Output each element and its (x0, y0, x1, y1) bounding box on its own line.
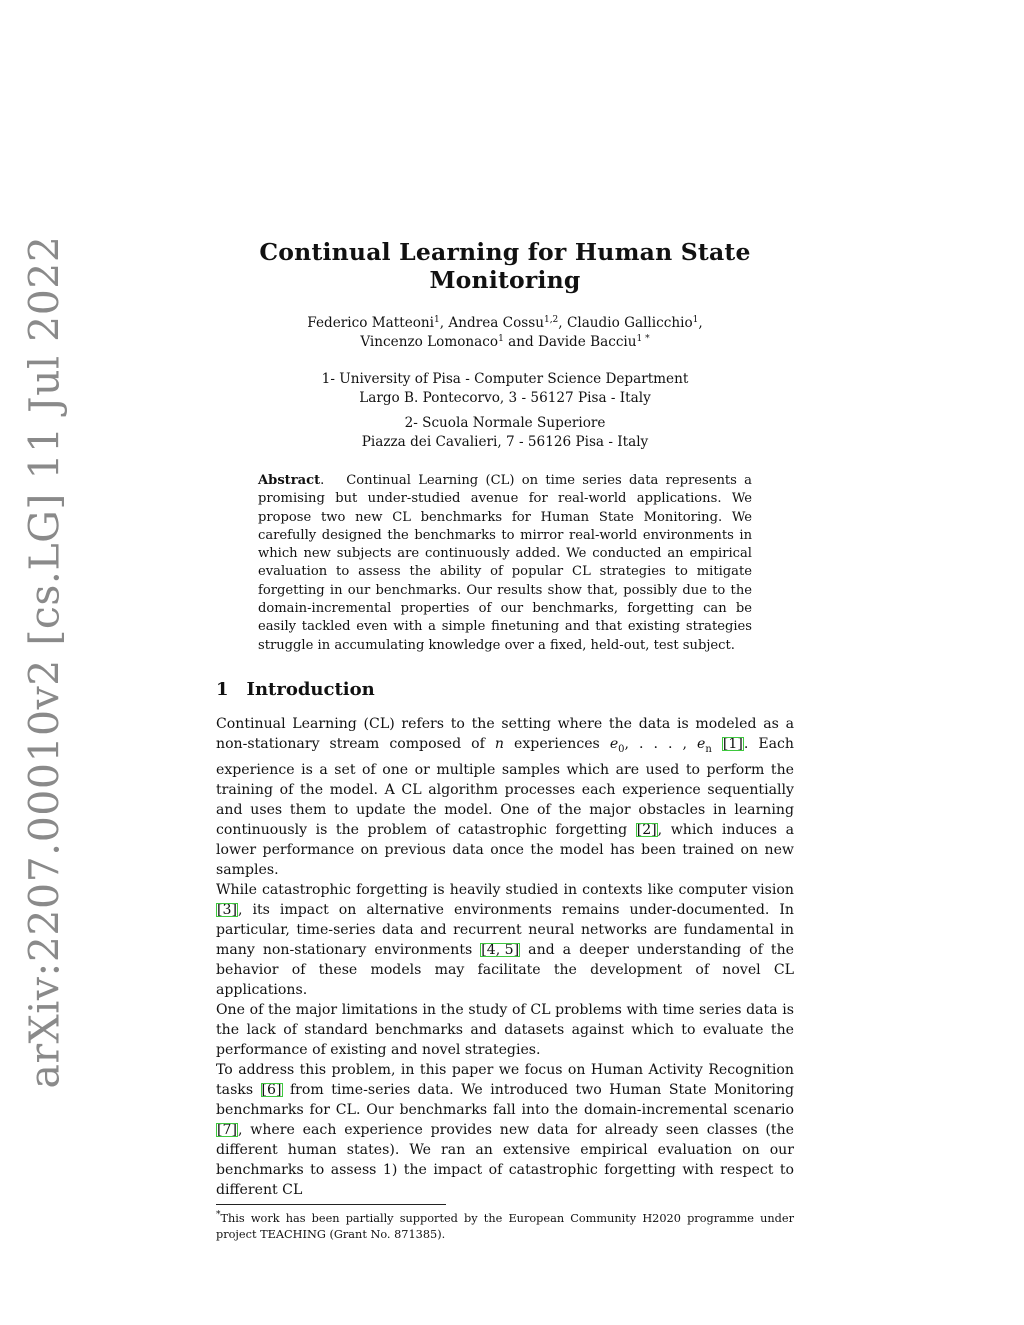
citation-link[interactable]: [3] (217, 901, 237, 918)
citation-link[interactable]: [7] (217, 1121, 237, 1138)
author-affiliation-mark: 1,2 (543, 315, 559, 325)
author-list (216, 314, 794, 352)
text-run: , its impact on alternative environments remains under-documented. In particular, time-series data and recurrent neural networks are fundamental in many non-stationary environments (216, 901, 794, 958)
footnote-rule (216, 1204, 446, 1205)
author-separator: , (698, 315, 703, 331)
text-run: experiences (503, 735, 610, 752)
footnote-text: This work has been partially supported by the European Community H2020 programme under project TEACHING (Grant No. 871385). (216, 1211, 794, 1241)
math-symbol: e (609, 735, 619, 752)
body-paragraph (216, 1000, 794, 1060)
author-affiliation-mark: 1 (498, 334, 504, 344)
math-symbol: e (697, 735, 706, 752)
footnote (216, 1211, 794, 1243)
author-affiliation-mark: 1 (692, 315, 699, 325)
text-run: , . . . , (624, 735, 698, 752)
text-run (712, 736, 722, 752)
text-run: One of the major limitations in the study of CL problems with time series data is the lack of standard benchmarks and datasets against which to evaluate the performance of existing and novel strategies. (216, 1001, 794, 1058)
text-run: To address this problem, in this paper we focus on Human Activity Recognition tasks (216, 1061, 794, 1098)
math-subscript: 0 (618, 743, 625, 755)
author-name: Claudio Gallicchio (566, 315, 693, 331)
text-run: , where each experience provides new data for already seen classes (the different human states). We ran an extensive empirical evaluation on our benchmarks to assess 1) the impact of catastrophic forgetting with respect to different CL (216, 1121, 794, 1198)
section-heading (216, 679, 794, 700)
affiliation-block (216, 414, 794, 452)
arxiv-identifier: arXiv:2207.00010v2 [cs.LG] 11 Jul 2022 (20, 235, 69, 1089)
author-affiliation-mark: 1 * (636, 334, 650, 344)
author-separator: and (503, 334, 539, 350)
author-name: Davide Bacciu (538, 334, 637, 350)
text-run: , which induces a lower performance on previous data once the model has been trained on new samples. (216, 821, 795, 878)
author-separator: , (439, 315, 449, 331)
author-name: Andrea Cossu (448, 315, 544, 331)
affiliation-line: 1- University of Pisa - Computer Science Department (321, 371, 689, 387)
math-subscript: n (705, 743, 712, 755)
citation-link[interactable]: [2] (636, 821, 657, 838)
text-run: . Each experience is a set of one or multiple samples which are used to perform the training of the model. A CL algorithm processes each experience sequentially and uses them to update the model. One of the major obstacles in learning continuously is the problem of catastrophic forgetting (216, 735, 794, 838)
text-run: Continual Learning (CL) refers to the setting where the data is modeled as a non-stationary stream composed of (216, 715, 794, 752)
body-text (216, 714, 794, 1200)
affiliation-line: 2- Scuola Normale Superiore (404, 415, 606, 431)
footnote-mark: * (216, 1209, 221, 1220)
author-name: Vincenzo Lomonaco (360, 334, 499, 350)
abstract: Abstract. Continual Learning (CL) on time series data represents a promising but under-studied avenue for real-world applications. We propose two new CL benchmarks for Human State Monitoring. We carefully designed the benchmarks to mirror real-world environments in which new subjects are continuously added. We conducted an empirical evaluation to assess the ability of popular CL strategies to mitigate forgetting in our benchmarks. Our results show that, possibly due to the domain-incremental properties of our benchmarks, forgetting can be easily tackled even with a simple finetuning and that existing strategies struggle in accumulating knowledge over a fixed, held-out, test subject. (258, 473, 752, 653)
affiliation-address: Piazza dei Cavalieri, 7 - 56126 Pisa - Italy (361, 434, 649, 450)
affiliation-block (216, 370, 794, 408)
author-line (216, 314, 794, 333)
text-run: from time-series data. We introduced two Human State Monitoring benchmarks for CL. Our benchmarks fall into the domain-incremental scenario (216, 1081, 794, 1118)
text-run: While catastrophic forgetting is heavily studied in contexts like computer vision (216, 881, 794, 898)
affiliation-address: Largo B. Pontecorvo, 3 - 56127 Pisa - Italy (359, 390, 651, 406)
math-symbol: n (494, 735, 504, 752)
abstract-text: Continual Learning (CL) on time series data represents a promising but under-studied avenue for real-world applications. We propose two new CL benchmarks for Human State Monitoring. We carefully designed the benchmarks to mirror real-world environments in which new subjects are continuously added. We conducted an empirical evaluation to assess the ability of popular CL strategies to mitigate forgetting in our benchmarks. Our results show that, possibly due to the domain-incremental properties of our benchmarks, forgetting can be easily tackled even with a simple finetuning and that existing strategies struggle in accumulating knowledge over a fixed, held-out, test subject. (258, 473, 752, 653)
citation-link[interactable]: [4, 5] (481, 941, 520, 958)
author-line (216, 333, 794, 352)
author-name: Federico Matteoni (307, 315, 435, 331)
author-affiliation-mark: 1 (434, 315, 440, 325)
body-paragraph (216, 1060, 794, 1200)
citation-link[interactable]: [1] (722, 735, 743, 752)
section-title: Introduction (246, 678, 375, 700)
body-paragraph (216, 880, 794, 1000)
citation-link[interactable]: [6] (261, 1081, 282, 1098)
abstract-label: Abstract (258, 473, 321, 488)
text-run: and a deeper understanding of the behavior of these models may facilitate the development of novel CL applications. (216, 941, 794, 998)
author-separator: , (558, 315, 567, 331)
body-paragraph (216, 714, 794, 880)
section-number: 1 (216, 678, 229, 700)
paper-page (216, 238, 794, 1243)
paper-title: Continual Learning for Human State Monitoring (259, 238, 751, 294)
arxiv-sidebar-stamp (16, 235, 72, 1089)
